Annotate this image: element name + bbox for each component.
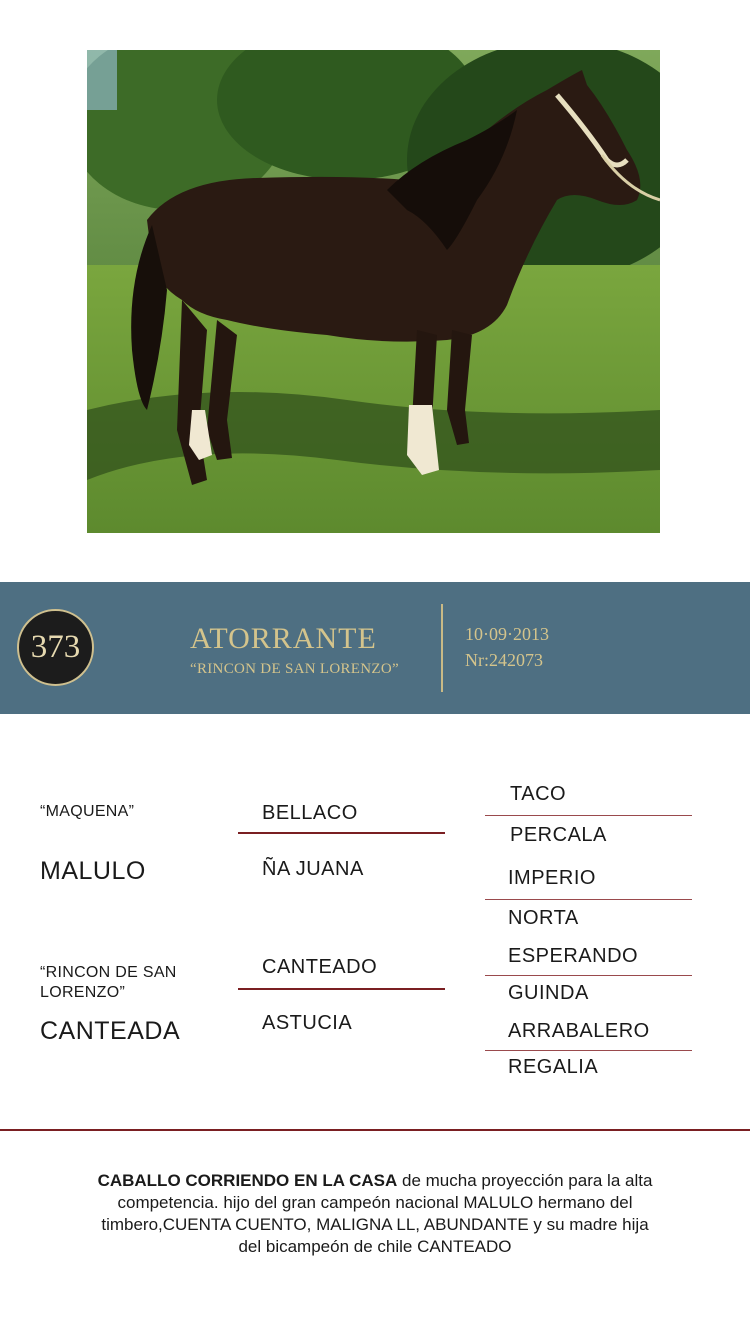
horse-name: ATORRANTE: [190, 622, 377, 655]
great-grandparent-2: PERCALA: [510, 824, 607, 846]
great-grandparent-7: ARRABALERO: [508, 1020, 650, 1042]
great-grandparents-divider-4: [485, 1050, 692, 1051]
great-grandparent-1: TACO: [510, 783, 567, 805]
great-grandparent-6: GUINDA: [508, 982, 589, 1004]
great-grandparent-3: IMPERIO: [508, 867, 596, 889]
description-highlight: CABALLO CORRIENDO EN LA CASA: [97, 1171, 398, 1190]
great-grandparents-divider-2: [485, 899, 692, 900]
sire-dam: ÑA JUANA: [262, 858, 364, 880]
great-grandparent-4: NORTA: [508, 907, 579, 929]
grandparents-divider-2: [238, 988, 445, 990]
great-grandparent-5: ESPERANDO: [508, 945, 639, 967]
breeder-name: “RINCON DE SAN LORENZO”: [190, 661, 399, 677]
great-grandparent-8: REGALIA: [508, 1056, 599, 1078]
horse-photo: [87, 50, 660, 533]
great-grandparents-divider-1: [485, 815, 692, 816]
sire-name: MALULO: [40, 857, 146, 885]
dam-dam: ASTUCIA: [262, 1012, 353, 1034]
birth-date: 10·09·2013: [465, 624, 549, 644]
horse-info-banner: [0, 582, 750, 714]
dam-breeder: “RINCON DE SAN LORENZO”: [40, 964, 177, 1001]
sire-breeder: “MAQUENA”: [40, 803, 135, 820]
great-grandparents-divider-3: [485, 975, 692, 976]
description-text: de mucha proyección para la alta competencia. hijo del gran campeón nacional MALULO hermano del timbero,CUENTA CUENTO, MALIGNA LL, ABUNDANTE y su madre hija del bicampeón de chile CANTEADO: [101, 1171, 653, 1256]
banner-divider: [441, 604, 443, 692]
sire-sire: BELLACO: [262, 802, 358, 824]
grandparents-divider-1: [238, 832, 445, 834]
dam-sire: CANTEADO: [262, 956, 378, 978]
registration-number: Nr:242073: [465, 650, 543, 670]
horse-description: [90, 1170, 660, 1258]
section-divider: [0, 1129, 750, 1131]
dam-name: CANTEADA: [40, 1017, 181, 1045]
lot-number-badge: 373: [17, 609, 94, 686]
